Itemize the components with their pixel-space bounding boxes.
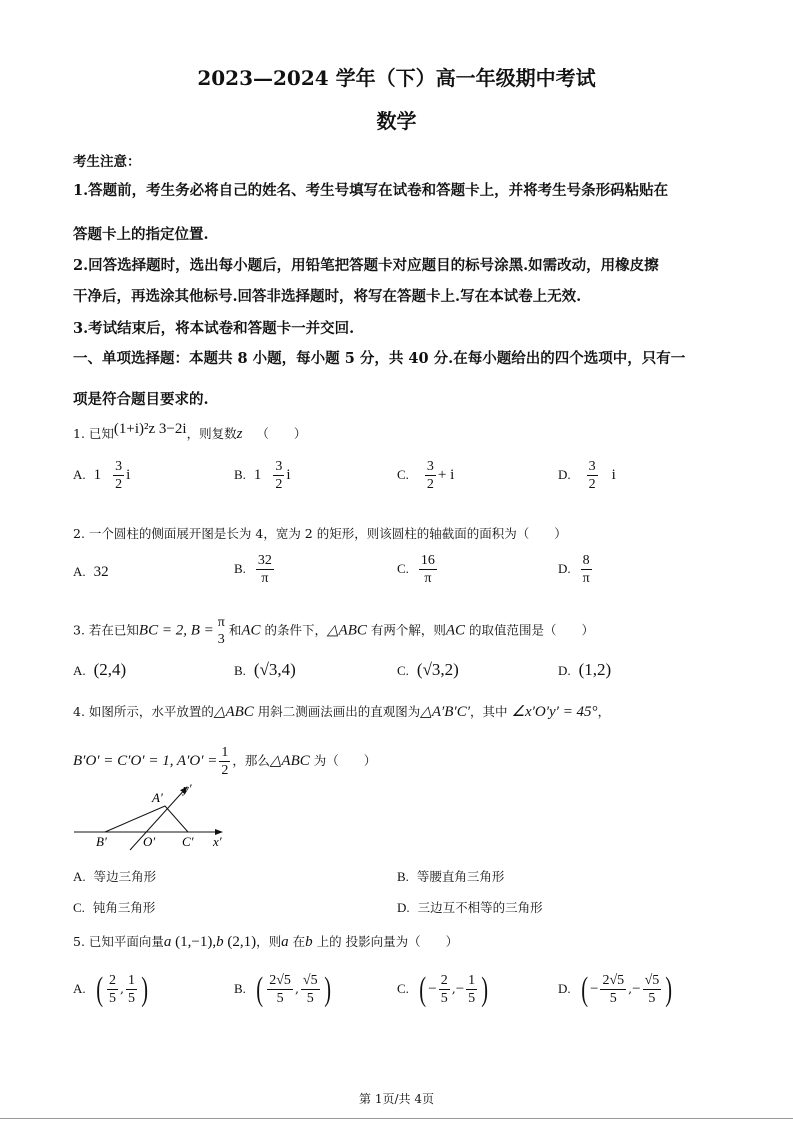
q3-option-d[interactable] — [558, 660, 611, 680]
option-label: D. — [558, 981, 571, 996]
q4-text: 为（ ） — [313, 753, 377, 768]
option-post: + i — [437, 467, 455, 483]
option-value: 等腰直角三角形 — [416, 869, 505, 884]
option-value: (√3,2) — [416, 660, 459, 679]
q4-var: △A′B′C′ — [420, 704, 470, 720]
answer-paren: （ ） — [256, 426, 307, 441]
vector-a-value: (1,−1), — [171, 934, 217, 950]
vector-b: b — [305, 934, 313, 950]
option-label: B. — [234, 663, 246, 678]
option-value: 等边三角形 — [93, 869, 157, 884]
fraction: $\frac{3}{2}$ — [588, 459, 596, 492]
option-value: (√3,4) — [253, 660, 296, 679]
option-label: A. — [73, 564, 86, 579]
option-label: A. — [73, 981, 86, 996]
label-b: B′ — [96, 834, 107, 849]
q4-angle: ∠x′O′y′ = 45° — [511, 704, 598, 720]
fraction: $\frac{3}{2}$ — [115, 459, 123, 492]
q5-option-b[interactable]: B. ( $\frac{2√5}{5}$ , $\frac{√5}{5}$ ) — [234, 970, 331, 1008]
fraction: $\frac{√5}{5}$ — [644, 973, 660, 1006]
label-o: O′ — [143, 834, 156, 849]
q4-text: 用斜二测画法画出的直观图为 — [257, 704, 421, 719]
option-value: (1,2) — [578, 660, 612, 679]
q2-option-d[interactable] — [558, 552, 594, 587]
question-4-cont — [73, 744, 376, 779]
notice-line: 3.考试结束后，将本试卷和答题卡一并交回. — [73, 320, 355, 337]
q4-option-b[interactable] — [397, 867, 504, 885]
fraction: $\frac{1}{5}$ — [468, 973, 476, 1006]
notice-line: 干净后，再选涂其他标号.回答非选择题时，将写在答题卡上.写在本试卷上无效. — [73, 288, 582, 305]
option-label: A. — [73, 467, 86, 482]
page-footer: 第 1页/共 4页 — [359, 1092, 434, 1106]
notice-line: 答题卡上的指定位置. — [73, 226, 209, 243]
option-value: 32 — [93, 564, 109, 580]
q3-text: 和 — [228, 622, 242, 638]
fraction: $\frac{√5}{5}$ — [302, 973, 318, 1006]
fraction: $\frac{2}{5}$ — [440, 973, 448, 1006]
q1-var: z — [236, 426, 243, 442]
oblique-triangle-figure — [70, 780, 240, 852]
option-post: i — [611, 467, 616, 483]
question-5 — [73, 932, 458, 951]
q4-text: ，那么 — [232, 753, 270, 768]
question-2: 2. 一个圆柱的侧面展开图是长为 4，宽为 2 的矩形，则该圆柱的轴截面的面积为（ ） — [73, 526, 567, 541]
q5-text: 在 — [292, 934, 306, 949]
fraction: $\frac{16}{\pi}$ — [420, 553, 435, 586]
option-pre: 1 — [93, 467, 102, 483]
q4-text: ， — [597, 704, 611, 719]
option-label: B. — [397, 869, 409, 884]
q5-text: ，则 — [256, 934, 282, 949]
notice-heading: 考生注意： — [73, 154, 141, 170]
q2-option-c[interactable] — [397, 552, 439, 587]
notice-line: 1.答题前，考生务必将自己的姓名、考生号填写在试卷和答题卡上，并将考生号条形码粘贴在 — [73, 182, 669, 199]
q1-option-d[interactable] — [558, 458, 616, 493]
fraction: $\frac{1}{5}$ — [127, 973, 135, 1006]
section-heading-cont: 项是符合题目要求的. — [73, 391, 209, 408]
fraction: $\frac{8}{\pi}$ — [582, 553, 590, 586]
q4-condition: B′O′ = C′O′ = 1, A′O′ = — [73, 753, 218, 769]
option-value: 三边互不相等的三角形 — [417, 900, 543, 915]
option-label: C. — [397, 561, 409, 576]
page-divider — [0, 1118, 793, 1119]
q1-option-b[interactable] — [234, 458, 291, 493]
option-label: D. — [558, 663, 571, 678]
option-label: A. — [73, 663, 86, 678]
notice-line: 2.回答选择题时，选出每小题后，用铅笔把答题卡对应题目的标号涂黑.如需改动，用橡皮擦 — [73, 257, 659, 274]
fraction: π 3 — [217, 615, 225, 647]
vector-a: a — [163, 934, 172, 950]
option-label: D. — [397, 900, 410, 915]
label-y: y′ — [183, 781, 192, 796]
option-post: i — [286, 467, 291, 483]
q5-text: 上的 投影向量为（ ） — [316, 934, 459, 949]
fraction: $\frac{2}{5}$ — [108, 973, 116, 1006]
vector-a: a — [281, 934, 289, 950]
q3-var: AC — [241, 622, 261, 639]
q4-var: △ABC — [213, 704, 254, 720]
label-x: x′ — [213, 834, 222, 849]
q3-stem: 3. 若在已知 — [73, 622, 139, 638]
q4-var: △ABC — [269, 753, 310, 769]
vector-b-value: (2,1) — [223, 934, 257, 950]
fraction: $\frac{3}{2}$ — [426, 459, 434, 492]
question-4 — [73, 702, 610, 721]
q3-var: AC — [445, 622, 466, 639]
q4-option-a[interactable] — [73, 867, 156, 885]
q2-option-b[interactable] — [234, 552, 276, 587]
q3-text: 的条件下， — [264, 622, 327, 638]
option-post: i — [126, 467, 131, 483]
option-label: C. — [397, 663, 409, 678]
option-value: (2,4) — [93, 660, 127, 679]
option-label: D. — [558, 467, 571, 482]
q1-stem-mid: ，则复数 — [186, 426, 237, 441]
q3-var: △ABC — [327, 622, 367, 639]
q3-text: 的取值范围是（ ） — [469, 622, 595, 638]
option-label: B. — [234, 561, 246, 576]
fraction: $\frac{1}{2}$ — [221, 745, 229, 778]
q3-text: 有两个解，则 — [370, 622, 446, 638]
subject-title: 数学 — [376, 109, 417, 133]
fraction: $\frac{2√5}{5}$ — [269, 973, 291, 1006]
section-heading: 一、单项选择题：本题共 8 小题，每小题 5 分，共 40 分.在每小题给出的四个选项中，只有一 — [73, 350, 686, 367]
question-3 — [73, 614, 594, 648]
q4-option-d[interactable] — [397, 898, 543, 916]
fraction: $\frac{3}{2}$ — [275, 459, 283, 492]
q3-condition: BC = 2, B = — [138, 622, 214, 639]
q1-stem: 1. 已知 — [73, 426, 114, 441]
question-1 — [73, 421, 307, 443]
exam-title: 2023—2024 学年（下）高一年级期中考试 — [197, 66, 596, 90]
q5-option-a[interactable]: A. ( $\frac{2}{5}$ , $\frac{1}{5}$ ) — [73, 970, 149, 1008]
q1-equation: (1+i)²z 3−2i — [113, 421, 187, 437]
option-label: C. — [73, 900, 85, 915]
q4-text: 4. 如图所示，水平放置的 — [73, 704, 214, 719]
option-pre: 1 — [253, 467, 262, 483]
option-label: A. — [73, 869, 86, 884]
q4-text: ，其中 — [470, 704, 508, 719]
fraction: $\frac{2√5}{5}$ — [602, 973, 625, 1006]
option-label: C. — [397, 981, 409, 996]
option-label: B. — [234, 467, 246, 482]
q3-option-a[interactable] — [73, 660, 126, 680]
q4-option-c[interactable] — [73, 898, 155, 916]
option-label: C. — [397, 467, 409, 482]
q3-option-b[interactable] — [234, 660, 296, 680]
fraction: $\frac{32}{\pi}$ — [257, 553, 272, 586]
q1-option-c[interactable] — [397, 458, 454, 493]
q3-option-c[interactable] — [397, 660, 459, 680]
vector-b: b — [216, 934, 224, 950]
triangle — [105, 806, 188, 832]
q2-option-a[interactable] — [73, 564, 109, 581]
option-label: B. — [234, 981, 246, 996]
option-value: 钝角三角形 — [92, 900, 156, 915]
label-a: A′ — [152, 790, 163, 805]
q1-option-a[interactable] — [73, 458, 130, 493]
q5-option-c[interactable]: C. ( − $\frac{2}{5}$ ,− $\frac{1}{5}$ ) — [397, 970, 489, 1008]
q5-text: 5. 已知平面向量 — [73, 934, 164, 949]
label-c: C′ — [182, 834, 194, 849]
q5-option-d[interactable]: D. ( − $\frac{2√5}{5}$ ,− $\frac{√5}{5}$ ) — [558, 970, 673, 1008]
option-label: D. — [558, 561, 571, 576]
